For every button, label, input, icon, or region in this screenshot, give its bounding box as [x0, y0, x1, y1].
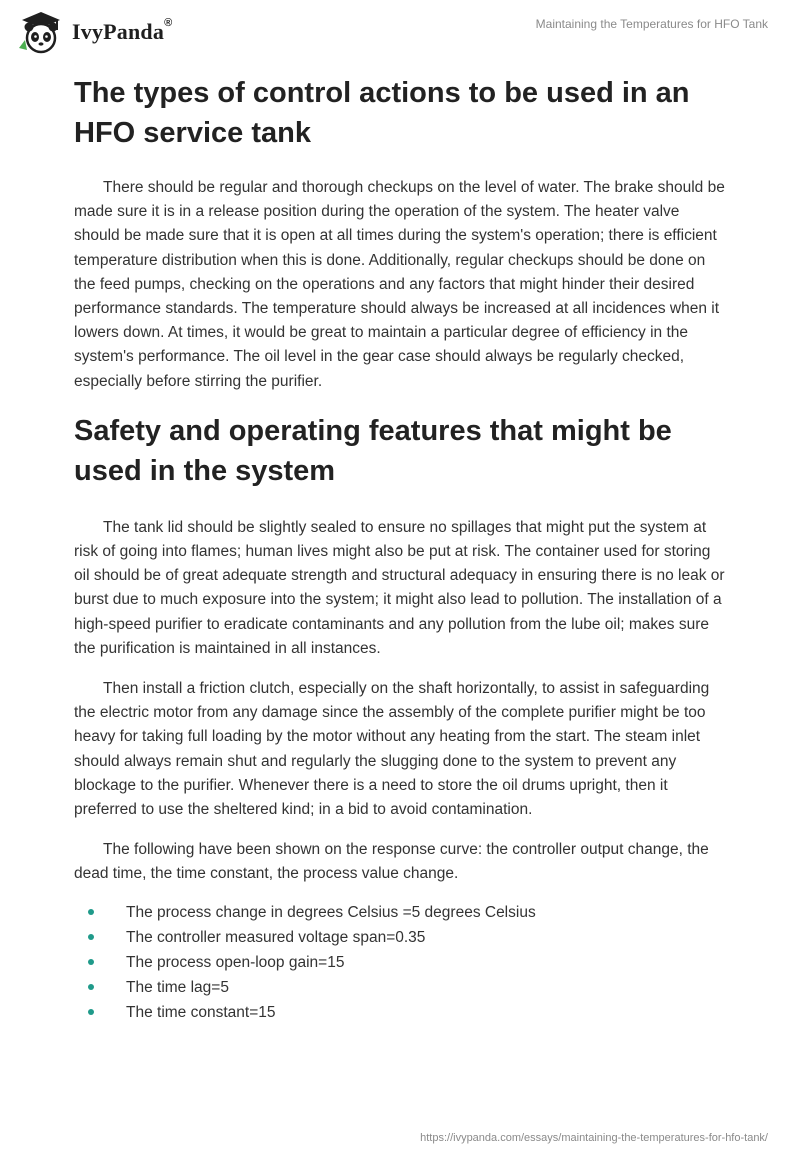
paragraph: The following have been shown on the response curve: the controller output change, the dead time, the time constant, the process value change. — [74, 841, 709, 883]
bullet-dot-icon — [88, 909, 94, 915]
list-item: The time lag=5 — [74, 975, 728, 1000]
document-title: Maintaining the Temperatures for HFO Tank — [535, 17, 768, 31]
bullet-dot-icon — [88, 984, 94, 990]
bullet-dot-icon — [88, 959, 94, 965]
article-content — [74, 70, 728, 1026]
logo[interactable] — [16, 10, 172, 54]
paragraph: There should be regular and thorough checkups on the level of water. The brake should be made sure it is in a release position during the operation of the system. The heater valve should be made sure that it is open at all times during the system's operation; there is efficient temperature distribution when this is done. Additionally, regular checkups should be done on the feed pumps, checking on the operations and any factors that might hinder their desired performance standards. The temperature should always be increased at all incidences when it lowers down. At times, it would be great to maintain a particular degree of efficiency in the system's performance. The oil level in the gear case should always be regularly checked, especially before stirring the purifier. — [74, 179, 725, 390]
section-heading: The types of control actions to be used in an HFO service tank — [74, 77, 690, 149]
source-url-link[interactable]: https://ivypanda.com/essays/maintaining-the-temperatures-for-hfo-tank/ — [420, 1132, 768, 1144]
section-heading: Safety and operating features that might be used in the system — [74, 414, 672, 487]
page-header — [0, 0, 800, 70]
bullet-dot-icon — [88, 1009, 94, 1015]
panda-logo-icon — [16, 10, 66, 54]
list-item: The controller measured voltage span=0.35 — [74, 925, 728, 950]
response-curve-list — [74, 900, 728, 1026]
list-item: The process change in degrees Celsius =5 degrees Celsius — [74, 900, 728, 925]
list-item: The process open-loop gain=15 — [74, 950, 728, 975]
paragraph: Then install a friction clutch, especially on the shaft horizontally, to assist in safeguarding the electric motor from any damage since the assembly of the complete purifier might be too heavy for taking full loading by the motor without any heating from the start. The steam inlet should always remain shut and regularly the slugging done to the system to prevent any blockage to the purifier. Whenever there is a need to store the oil drums upright, then it preferred to use the sheltered kind; in a bid to avoid contamination. — [74, 680, 710, 819]
paragraph: The tank lid should be slightly sealed to ensure no spillages that might put the system at risk of going into flames; human lives might also be put at risk. The container used for storing oil should be of great adequate strength and structural adequacy in ensuring there is no leak or burst due to much exposure into the system; it might also lead to pollution. The installation of a high-speed purifier to eradicate contaminants and any pollution from the lube oil; makes sure the purification is maintained in all instances. — [74, 518, 725, 657]
list-item: The time constant=15 — [74, 1000, 728, 1025]
brand-name: IvyPanda® — [72, 17, 173, 44]
bullet-dot-icon — [88, 934, 94, 940]
